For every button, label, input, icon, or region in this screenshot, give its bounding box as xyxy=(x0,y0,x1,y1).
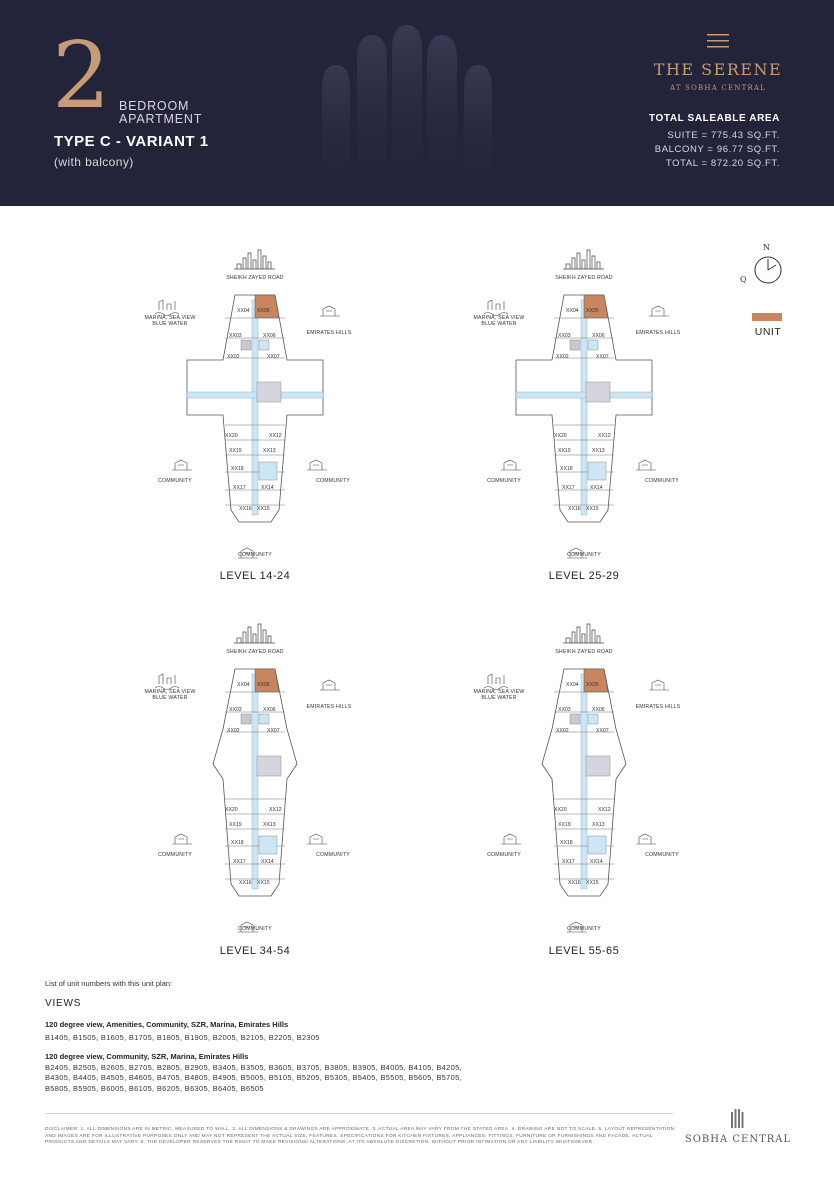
floor-plan-level-55-65 xyxy=(473,614,684,974)
unit-number: XX07 xyxy=(596,354,609,360)
community-label: COMMUNITY xyxy=(567,926,601,932)
level-label: LEVEL 55-65 xyxy=(548,945,620,957)
unit-number: XX05 xyxy=(257,682,270,688)
unit-number: XX18 xyxy=(231,840,244,846)
unit-number: XX13 xyxy=(592,448,605,454)
emirates-label: EMIRATES HILLS xyxy=(635,704,681,710)
unit-number: XX13 xyxy=(592,822,605,828)
villa-icon xyxy=(320,680,340,690)
unit-number: XX17 xyxy=(562,485,575,491)
unit-number: XX05 xyxy=(257,308,270,314)
unit-number: XX02 xyxy=(556,354,569,360)
view-group-1-title: 120 degree view, Amenities, Community, SZR, Marina, Emirates Hills xyxy=(45,1020,289,1029)
skyline-icon xyxy=(234,250,275,269)
unit-number: XX18 xyxy=(231,466,244,472)
unit-number: XX12 xyxy=(598,433,611,439)
unit-number: XX04 xyxy=(237,308,250,314)
unit-number: XX16 xyxy=(568,506,581,512)
north-label: N xyxy=(763,243,770,252)
unit-number: XX18 xyxy=(560,466,573,472)
area-title: TOTAL SALEABLE AREA xyxy=(648,113,780,124)
unit-number: XX14 xyxy=(590,859,603,865)
bedroom-label xyxy=(119,100,202,126)
unit-number: XX19 xyxy=(229,448,242,454)
villa-icon xyxy=(649,306,669,316)
unit-number: XX04 xyxy=(237,682,250,688)
unit-list-intro: List of unit numbers with this unit plan: xyxy=(45,979,173,988)
unit-number: XX20 xyxy=(225,433,238,439)
brand-title: THE SERENE xyxy=(653,60,783,79)
community-label: COMMUNITY xyxy=(645,478,679,484)
floor-plan-level-34-54 xyxy=(144,614,355,974)
marina-label: MARINA, SEA VIEW BLUE WATER xyxy=(144,689,196,701)
unit-number: XX19 xyxy=(558,448,571,454)
unit-number: XX07 xyxy=(596,728,609,734)
community-icon xyxy=(501,460,521,470)
community-label: COMMUNITY xyxy=(645,852,679,858)
unit-number: XX18 xyxy=(560,840,573,846)
header-banner xyxy=(0,0,834,206)
road-label: SHEIKH ZAYED ROAD xyxy=(555,649,613,655)
view-group-2-units: B2405, B2505, B2605, B2705, B2805, B2905, B3405, B3505, B3605, B3705, B3805, B3905, B4005, B4105, B4205, B4305, B4405, B4505, B4605, B4705, B4805, B4905, B5005, B5105, B5205, B5305, B5405, B5505, B5605, B5705, B5805, B5905, B6005, B6105, B6205, B6305, B6405, B6505 xyxy=(45,1063,462,1093)
unit-number: XX16 xyxy=(239,506,252,512)
views-heading: VIEWS xyxy=(45,998,82,1009)
unit-number: XX20 xyxy=(554,807,567,813)
community-icon xyxy=(172,834,192,844)
emirates-label: EMIRATES HILLS xyxy=(306,704,352,710)
footer-brand: SOBHA CENTRAL xyxy=(684,1134,792,1145)
unit-number: XX15 xyxy=(586,880,599,886)
unit-number: XX07 xyxy=(267,354,280,360)
marina-label: MARINA, SEA VIEW BLUE WATER xyxy=(473,689,525,701)
unit-number: XX07 xyxy=(267,728,280,734)
unit-number: XX20 xyxy=(225,807,238,813)
area-total: TOTAL = 872.20 SQ.FT. xyxy=(665,158,780,169)
bedroom-count: 2 xyxy=(52,22,111,129)
unit-number: XX02 xyxy=(227,354,240,360)
marina-label: MARINA, SEA VIEW BLUE WATER xyxy=(144,315,196,327)
sobha-logo-icon xyxy=(730,1108,744,1128)
community-label: COMMUNITY xyxy=(487,852,521,858)
skyline-icon xyxy=(234,624,275,643)
community-label: COMMUNITY xyxy=(238,552,272,558)
community-label: COMMUNITY xyxy=(316,478,350,484)
bedroom-line1: BEDROOM xyxy=(119,99,190,113)
community-icon xyxy=(501,834,521,844)
community-label: COMMUNITY xyxy=(316,852,350,858)
sea-view-icon xyxy=(484,300,508,316)
area-suite: SUITE = 775.43 SQ.FT. xyxy=(667,130,780,141)
unit-number: XX03 xyxy=(558,707,571,713)
unit-number: XX12 xyxy=(598,807,611,813)
unit-legend-swatch xyxy=(752,313,782,321)
level-label: LEVEL 14-24 xyxy=(219,570,291,582)
sea-view-icon xyxy=(155,300,179,316)
floor-plan-drawing xyxy=(484,614,684,944)
community-icon xyxy=(636,834,656,844)
unit-number: XX02 xyxy=(556,728,569,734)
road-label: SHEIKH ZAYED ROAD xyxy=(226,649,284,655)
unit-number: XX03 xyxy=(229,707,242,713)
emirates-label: EMIRATES HILLS xyxy=(635,330,681,336)
unit-number: XX14 xyxy=(590,485,603,491)
community-label: COMMUNITY xyxy=(487,478,521,484)
unit-number: XX06 xyxy=(592,333,605,339)
unit-number: XX13 xyxy=(263,822,276,828)
unit-number: XX20 xyxy=(554,433,567,439)
floor-plan-level-14-24 xyxy=(144,240,355,600)
unit-number: XX05 xyxy=(586,308,599,314)
skyline-icon xyxy=(563,624,604,643)
arches-graphic xyxy=(312,20,502,206)
unit-number: XX05 xyxy=(586,682,599,688)
floor-plan-level-25-29 xyxy=(473,240,684,600)
unit-number: XX03 xyxy=(229,333,242,339)
unit-number: XX19 xyxy=(558,822,571,828)
unit-legend-label: UNIT xyxy=(754,326,782,338)
community-icon xyxy=(307,834,327,844)
unit-number: XX12 xyxy=(269,807,282,813)
unit-number: XX16 xyxy=(239,880,252,886)
villa-icon xyxy=(649,680,669,690)
view-group-2-title: 120 degree view, Community, SZR, Marina, Emirates Hills xyxy=(45,1052,249,1061)
unit-type: TYPE C - VARIANT 1 xyxy=(54,133,209,150)
emirates-label: EMIRATES HILLS xyxy=(306,330,352,336)
community-label: COMMUNITY xyxy=(238,926,272,932)
brand-subtitle: AT SOBHA CENTRAL xyxy=(669,84,767,92)
view-group-1-units: B1405, B1505, B1605, B1705, B1805, B1905, B2005, B2105, B2205, B2305 xyxy=(45,1033,320,1042)
road-label: SHEIKH ZAYED ROAD xyxy=(555,275,613,281)
q-label: Q xyxy=(740,275,747,284)
area-balcony: BALCONY = 96.77 SQ.FT. xyxy=(654,144,780,155)
villa-icon xyxy=(320,306,340,316)
sea-view-icon xyxy=(484,674,508,690)
unit-number: XX03 xyxy=(558,333,571,339)
sea-view-icon xyxy=(155,674,179,690)
community-icon xyxy=(636,460,656,470)
floor-plan-drawing xyxy=(484,240,684,570)
unit-number: XX15 xyxy=(257,880,270,886)
level-label: LEVEL 25-29 xyxy=(548,570,620,582)
unit-number: XX06 xyxy=(263,707,276,713)
unit-number: XX02 xyxy=(227,728,240,734)
disclaimer: DISCLAIMER: 1. ALL DIMENSIONS ARE IN METRIC, MEASURED TO WALL. 2. ALL DIMENSIONS & DRAWINGS ARE APPROXIMATE. 3. ACTUAL AREA MAY VARY FROM THE STATED AREA. 4. DRAWING ARE NOT TO SCALE. 5. LAYOUT REPRESENTATION AND IMAGES ARE FOR ILLUSTRATIVE PURPOSES ONLY AND MAY NOT REPRESENT THE ACTUAL SIZE, FEATURES, SPECIFICATIONS FOR KITCHEN FIXTURES, APPLIANCES, FITTINGS, FURNITURE OR FURNISHINGS AND FACADE. ACTUAL PRODUCTS AND DETAILS MAY VARY. 6. THE DEVELOPER RESERVES THE RIGHT TO MAKE REVISIONS/ ALTERATIONS, AT ITS ABSOLUTE DISCRETION, WITHOUT PRIOR INTIMATION OR ANY LIABILITY WHATSOEVER. xyxy=(45,1127,675,1145)
community-icon xyxy=(172,460,192,470)
community-label: COMMUNITY xyxy=(158,852,192,858)
unit-number: XX15 xyxy=(586,506,599,512)
unit-number: XX15 xyxy=(257,506,270,512)
marina-label: MARINA, SEA VIEW BLUE WATER xyxy=(473,315,525,327)
community-label: COMMUNITY xyxy=(567,552,601,558)
unit-number: XX19 xyxy=(229,822,242,828)
unit-number: XX06 xyxy=(263,333,276,339)
unit-number: XX04 xyxy=(566,308,579,314)
serene-logo-icon xyxy=(706,33,730,51)
unit-number: XX12 xyxy=(269,433,282,439)
unit-number: XX13 xyxy=(263,448,276,454)
divider xyxy=(45,1113,673,1114)
bedroom-line2: APARTMENT xyxy=(119,112,203,126)
unit-number: XX16 xyxy=(568,880,581,886)
unit-number: XX06 xyxy=(592,707,605,713)
floor-plan-drawing xyxy=(155,614,355,944)
balcony-note: (with balcony) xyxy=(54,155,134,169)
community-icon xyxy=(307,460,327,470)
road-label: SHEIKH ZAYED ROAD xyxy=(226,275,284,281)
community-label: COMMUNITY xyxy=(158,478,192,484)
level-label: LEVEL 34-54 xyxy=(219,945,291,957)
unit-number: XX17 xyxy=(562,859,575,865)
unit-number: XX17 xyxy=(233,485,246,491)
unit-number: XX04 xyxy=(566,682,579,688)
unit-number: XX17 xyxy=(233,859,246,865)
unit-number: XX14 xyxy=(261,485,274,491)
unit-number: XX14 xyxy=(261,859,274,865)
skyline-icon xyxy=(563,250,604,269)
floor-plan-drawing xyxy=(155,240,355,570)
